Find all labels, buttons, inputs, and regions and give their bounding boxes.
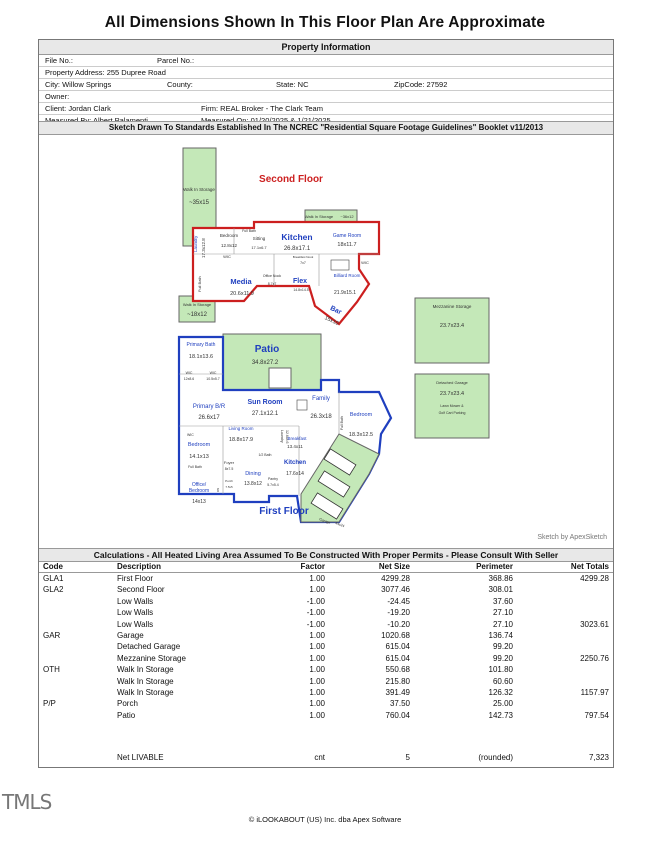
room-label: Full Bath <box>340 416 344 430</box>
calc-description: Walk In Storage <box>117 665 174 675</box>
calc-description: Patio <box>117 710 136 720</box>
calc-perimeter: 99.20 <box>492 653 513 663</box>
room-label: Laundry <box>280 430 284 443</box>
calc-description: Low Walls <box>117 608 154 618</box>
room-dim: 21.9x15.1 <box>334 290 356 296</box>
patio-steps <box>269 368 291 388</box>
calc-header-row <box>39 561 613 573</box>
calc-factor: 1.00 <box>309 676 325 686</box>
room-label: Bedroom <box>188 488 210 494</box>
room-dim: 17.1x6.7 <box>251 245 267 250</box>
room-label: 1/2 Bath <box>258 453 272 457</box>
calc-factor: 1.00 <box>309 642 325 652</box>
room-dim: 18x11.7 <box>337 242 357 248</box>
calculations-heading: Calculations - All Heated Living Area Assumed To Be Constructed With Proper Permits - Please Consult With Seller <box>39 548 613 562</box>
room-label: Bar <box>328 304 343 317</box>
room-label: Media <box>230 277 252 286</box>
calc-perimeter: 126.32 <box>488 688 513 697</box>
calc-net-size: 1020.68 <box>381 631 410 640</box>
calc-net-size: 4299.28 <box>381 574 410 583</box>
room-dim: ~36x12 <box>340 214 354 219</box>
info-row-city <box>39 79 613 91</box>
col-description: Description <box>117 562 162 571</box>
room-label: Walk In Storage <box>304 214 334 219</box>
calc-net-total: 3023.61 <box>580 619 609 629</box>
calc-perimeter: 27.10 <box>492 619 513 629</box>
room-label: Detached Garage <box>436 380 468 385</box>
room-dim: 34.8x27.2 <box>251 360 279 366</box>
col-code: Code <box>43 562 63 571</box>
calc-net-total: 2250.76 <box>580 653 609 663</box>
calc-factor: 1.00 <box>309 574 325 583</box>
calc-description: Detached Garage <box>117 642 181 652</box>
state: State: NC <box>276 80 309 89</box>
page-title: All Dimensions Shown In This Floor Plan Are Approximate <box>104 14 546 31</box>
room-label: DN <box>216 487 220 492</box>
calc-net-size: 615.04 <box>385 653 410 663</box>
room-label: Full Bath <box>197 276 202 292</box>
room-dim: 10.5x5.7 <box>206 377 220 381</box>
calc-description: Walk In Storage <box>117 688 174 697</box>
room-dim: 18.1x13.6 <box>188 354 214 360</box>
calc-code: GAR <box>43 631 61 640</box>
calc-net-size: 215.80 <box>385 676 410 686</box>
room-label: Breakfast <box>287 436 307 441</box>
calc-row <box>39 607 613 618</box>
room-dim: 26.3x18 <box>310 414 332 420</box>
info-row-owner <box>39 91 613 103</box>
calc-row <box>39 676 613 687</box>
room-dim: 12x8.6 <box>183 377 195 381</box>
calc-perimeter: 136.74 <box>488 631 513 640</box>
room-label: Billiard Room <box>333 273 361 278</box>
room-dim: 8x7.5 <box>224 467 234 471</box>
room-dim: ~35x15 <box>189 200 209 206</box>
calc-factor: 1.00 <box>309 710 325 720</box>
apex-watermark: Sketch by ApexSketch <box>537 534 607 541</box>
room-label: Porch <box>225 479 233 483</box>
room-label: Walk In Storage <box>183 187 215 192</box>
calc-description: Porch <box>117 699 138 709</box>
room-dim: 8.7x7 <box>267 282 277 286</box>
second-floor-label: Second Floor <box>259 174 323 185</box>
info-row-client <box>39 103 613 115</box>
room-dim: 18.8x17.9 <box>228 437 254 443</box>
first-floor-label: First Floor <box>259 506 309 517</box>
calc-factor: 1.00 <box>309 699 325 709</box>
calc-description: Low Walls <box>117 619 154 629</box>
room-label: Living Room <box>228 426 254 431</box>
room-dim: 17.6x14 <box>286 471 304 477</box>
calc-factor: 1.00 <box>309 653 325 663</box>
calc-factor: 1.00 <box>309 665 325 675</box>
room-label: Breakfast Nook <box>292 255 314 259</box>
room-label: Full Bath <box>242 229 256 233</box>
calc-perimeter: 27.10 <box>492 608 513 618</box>
calc-row <box>39 596 613 607</box>
calc-row <box>39 619 613 630</box>
property-address: Property Address: 255 Dupree Road <box>45 68 166 77</box>
calc-perimeter: 37.60 <box>492 596 513 606</box>
room-label: Bedroom <box>219 233 239 238</box>
room-label: WIC <box>223 254 231 259</box>
room-label: Bedroom <box>349 412 373 418</box>
zipcode: ZipCode: 27592 <box>394 80 448 89</box>
room-label: Office Nook <box>262 274 282 278</box>
room-label: WIC <box>209 371 217 375</box>
property-info-heading: Property Information <box>39 40 613 55</box>
info-row-file <box>39 55 613 67</box>
calc-perimeter: 60.60 <box>492 676 513 686</box>
file-no: File No.: <box>45 56 73 65</box>
room-dim: 14x13 <box>192 499 206 505</box>
room-dim: 13.8x12 <box>244 481 262 487</box>
calc-factor: -1.00 <box>306 619 325 629</box>
room-dim: 44x24 <box>334 521 345 529</box>
calc-factor: 1.00 <box>309 631 325 640</box>
calc-row <box>39 573 613 584</box>
room-label: Laundry <box>193 235 198 252</box>
calc-code: GLA2 <box>43 585 64 595</box>
client: Client: Jordan Clark <box>45 104 111 113</box>
calc-description: First Floor <box>117 574 153 583</box>
room-label: Garage <box>318 517 332 525</box>
room-dim: 26.8x17.1 <box>283 246 311 252</box>
room-dim: 23.7x23.4 <box>439 323 465 329</box>
net-livable-total: 7,323 <box>588 753 609 762</box>
room-label: WIC <box>185 371 193 375</box>
room-label: Patio <box>254 344 280 355</box>
calc-factor: 1.00 <box>309 585 325 595</box>
room-dim: 20.6x11.9 <box>230 291 254 297</box>
room-dim: 14.1x13 <box>189 454 209 460</box>
room-dim: 7x7 <box>300 261 306 265</box>
room-label: Sitting <box>252 236 266 241</box>
room-dim: 17.3x12.8 <box>201 238 206 258</box>
calc-row <box>39 698 613 709</box>
room-label: Flex <box>292 278 308 285</box>
calc-description: Garage <box>117 631 144 640</box>
calc-net-size: 760.04 <box>385 710 410 720</box>
room-label: Family <box>312 396 330 402</box>
calc-perimeter: 308.01 <box>488 585 513 595</box>
floor-plan-sketch <box>39 134 613 547</box>
standards-banner: Sketch Drawn To Standards Established In The NCREC "Residential Square Footage Guidelines" Booklet v11/2013 <box>39 121 613 135</box>
col-net-totals: Net Totals <box>570 562 609 571</box>
room-dim: 5.7x5.4 <box>267 483 279 487</box>
net-livable-factor: cnt <box>314 753 325 762</box>
calc-perimeter: 99.20 <box>492 642 513 652</box>
room-dim: 12.8x12 <box>220 243 238 248</box>
room-label: Lawn Mower & <box>440 404 464 408</box>
calc-description: Low Walls <box>117 596 154 606</box>
calc-factor: -1.00 <box>306 608 325 618</box>
calc-code: OTH <box>43 665 60 675</box>
room-label: Kitchen <box>283 460 307 466</box>
county: County: <box>167 80 193 89</box>
city: City: Willow Springs <box>45 80 112 89</box>
firm: Firm: REAL Broker - The Clark Team <box>201 104 323 113</box>
room-label: Game Room <box>332 233 362 239</box>
room-dim: 12.6x8.6 <box>285 430 289 444</box>
footer-copyright: © iLOOKABOUT (US) Inc. dba Apex Software <box>248 815 402 824</box>
room-label: Foyer <box>223 460 235 465</box>
net-livable-row <box>39 752 613 763</box>
room-label: Golf Cart Parking <box>438 411 466 415</box>
room-dim: ~18x12 <box>187 312 207 318</box>
calc-factor: 1.00 <box>309 688 325 697</box>
calc-code: P/P <box>43 699 56 709</box>
room-label: Dining <box>245 471 261 477</box>
room-label: Mezzanine Storage <box>432 304 472 309</box>
room-label: Bedroom <box>187 442 211 448</box>
calc-row <box>39 710 613 721</box>
col-perimeter: Perimeter <box>476 562 513 571</box>
room-dim: 7.5x5 <box>225 485 233 489</box>
calc-net-size: 3077.46 <box>381 585 410 595</box>
col-factor: Factor <box>300 562 325 571</box>
report-frame <box>38 39 614 768</box>
room-label: Office/ <box>191 482 207 488</box>
calc-row <box>39 584 613 595</box>
calc-net-size: 37.50 <box>389 699 410 709</box>
calc-description: Second Floor <box>117 585 165 595</box>
col-net-size: Net Size <box>378 562 410 571</box>
room-label: Kitchen <box>281 232 313 242</box>
room-dim: 27.1x12.1 <box>251 411 279 417</box>
calc-net-total: 4299.28 <box>580 574 609 583</box>
calc-factor: -1.00 <box>306 596 325 606</box>
room-label: Full Bath <box>188 465 202 469</box>
net-livable-count: 5 <box>405 753 410 762</box>
calc-row <box>39 641 613 652</box>
owner: Owner: <box>45 92 70 101</box>
room-label: WIC <box>361 260 369 265</box>
net-livable-label: Net LIVABLE <box>117 753 164 762</box>
calc-perimeter: 25.00 <box>492 699 513 709</box>
net-livable-rounded: (rounded) <box>478 753 513 762</box>
room-dim: 26.6x17 <box>198 415 220 421</box>
calc-perimeter: 368.86 <box>488 574 513 583</box>
room-label: WIC <box>187 433 194 437</box>
calc-net-size: 391.49 <box>385 688 410 697</box>
calc-perimeter: 101.80 <box>488 665 513 675</box>
room-label: Primary B/R <box>192 404 226 410</box>
info-row-address <box>39 67 613 79</box>
calc-row <box>39 664 613 675</box>
calc-description: Mezzanine Storage <box>117 653 186 663</box>
room-label: Walk In Storage <box>182 302 212 307</box>
floor-plan-svg <box>39 134 613 547</box>
room-dim: 23.7x23.4 <box>439 391 465 397</box>
calc-net-size: -19.20 <box>387 608 410 618</box>
calc-row <box>39 687 613 698</box>
room-label: Pantry <box>267 477 279 481</box>
calc-code: GLA1 <box>43 574 64 583</box>
tmls-logo: TMLS <box>2 790 52 814</box>
calc-description: Walk In Storage <box>117 676 174 686</box>
calc-net-total: 797.54 <box>584 710 609 720</box>
calc-net-total: 1157.97 <box>580 688 609 697</box>
room-dim: 13.4x11 <box>287 444 303 449</box>
calc-net-size: 550.68 <box>385 665 410 675</box>
room-dim: 18.3x12.5 <box>348 432 374 438</box>
room-dim: 15x10 <box>323 315 340 327</box>
calc-row <box>39 630 613 641</box>
calc-row <box>39 653 613 664</box>
calc-perimeter: 142.73 <box>488 710 513 720</box>
calc-net-size: -10.20 <box>387 619 410 629</box>
calc-net-size: -24.45 <box>387 596 410 606</box>
room-label: Sun Room <box>247 399 283 406</box>
room-label: Primary Bath <box>186 342 216 348</box>
room-dim: 14.8x14.5 <box>293 288 309 292</box>
parcel-no: Parcel No.: <box>157 56 195 65</box>
calc-net-size: 615.04 <box>385 642 410 652</box>
